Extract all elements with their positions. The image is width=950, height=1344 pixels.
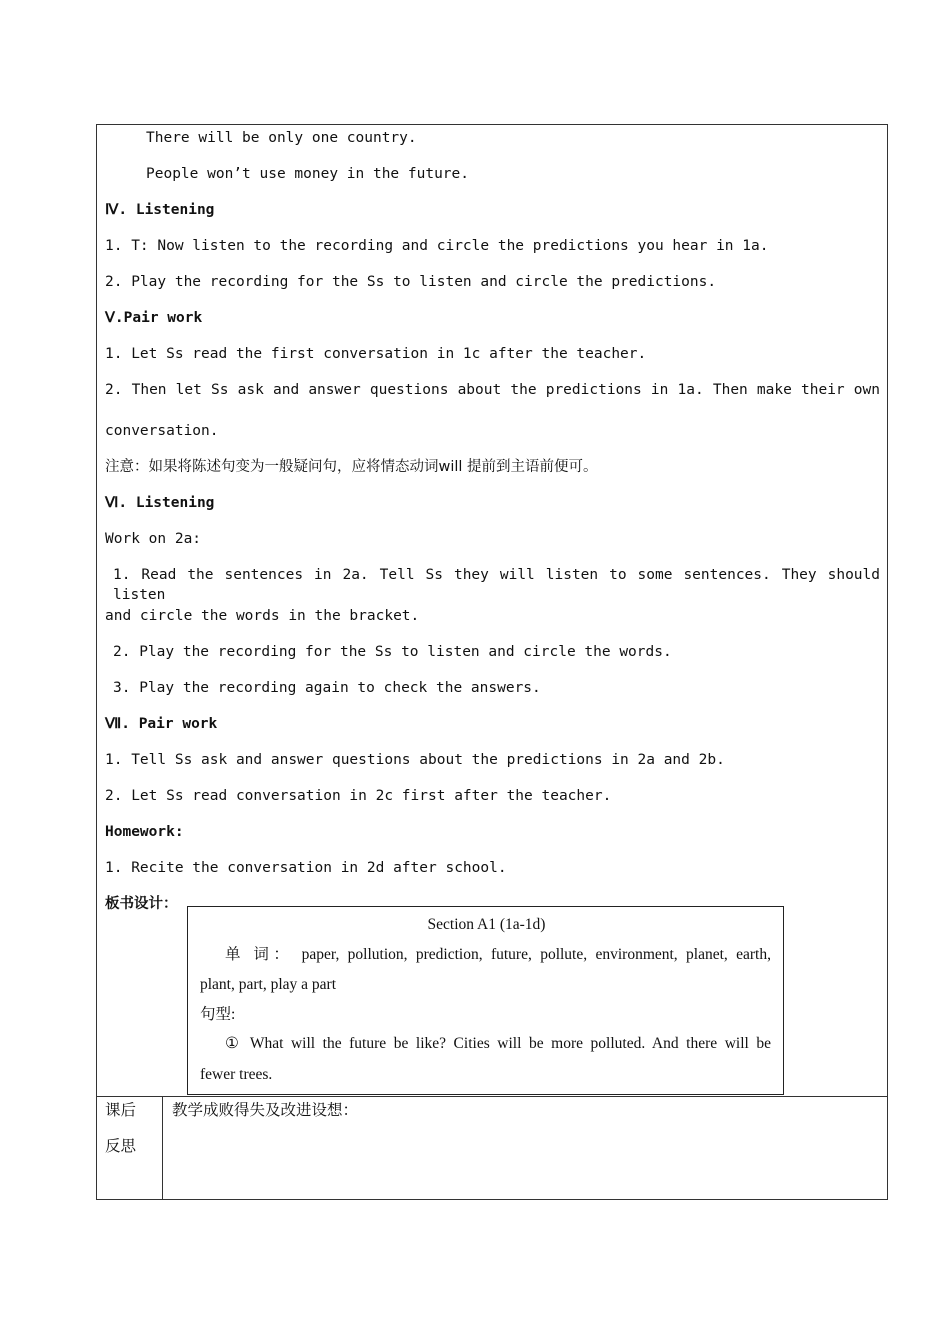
board-design-box	[187, 906, 784, 1095]
text-line: 1. Recite the conversation in 2d after school.	[105, 860, 507, 876]
board-vocab-line: plant, part, play a part	[200, 976, 337, 993]
board-design-label: 板书设计：	[105, 896, 178, 912]
board-title: Section A1 (1a-1d)	[427, 916, 546, 933]
text-line: 2. Then let Ss ask and answer questions about the predictions in 1a. Then make their own	[105, 382, 880, 398]
text-line: 2. Play the recording for the Ss to listen and circle the predictions.	[105, 274, 717, 290]
text-line: 2. Play the recording for the Ss to listen and circle the words.	[113, 644, 672, 660]
board-pattern-line: ① What will the future be like? Cities will be more polluted. And there will be	[225, 1035, 771, 1052]
board-pattern-label: 句型:	[200, 1006, 236, 1023]
text-line: 1. Let Ss read the first conversation in 1c after the teacher.	[105, 346, 647, 362]
note-line: 注意：如果将陈述句变为一般疑问句，应将情态动词will 提前到主语前便可。	[105, 459, 598, 475]
board-pattern-line: fewer trees.	[200, 1066, 273, 1083]
section-heading-pair-work-5: Ⅴ.Pair work	[105, 310, 203, 326]
reflection-text: 教学成败得失及改进设想：	[172, 1101, 359, 1119]
text-line: 3. Play the recording again to check the answers.	[113, 680, 541, 696]
section-heading-listening-4: Ⅳ. Listening	[105, 202, 215, 218]
text-line: There will be only one country.	[146, 130, 417, 146]
board-vocab-line: 单 词： paper, pollution, prediction, future, pollute, environment, planet, earth,	[225, 946, 771, 963]
text-line: 2. Let Ss read conversation in 2c first after the teacher.	[105, 788, 612, 804]
section-heading-pair-work-7: Ⅶ. Pair work	[105, 716, 218, 732]
text-line: conversation.	[105, 423, 219, 439]
text-line: and circle the words in the bracket.	[105, 608, 420, 624]
section-heading-listening-6: Ⅵ. Listening	[105, 495, 215, 511]
reflection-label: 反思	[105, 1137, 137, 1155]
text-line: 1. Tell Ss ask and answer questions about the predictions in 2a and 2b.	[105, 752, 725, 768]
text-line: 1. Read the sentences in 2a. Tell Ss they will listen to some sentences. They should listen	[113, 567, 880, 603]
table-divider	[96, 1096, 888, 1097]
text-line: People won’t use money in the future.	[146, 166, 470, 182]
text-line: Work on 2a:	[105, 531, 202, 547]
table-column-divider	[162, 1096, 163, 1200]
reflection-label: 课后	[105, 1101, 137, 1119]
homework-heading: Homework:	[105, 824, 184, 840]
text-line: 1. T: Now listen to the recording and circle the predictions you hear in 1a.	[105, 238, 769, 254]
